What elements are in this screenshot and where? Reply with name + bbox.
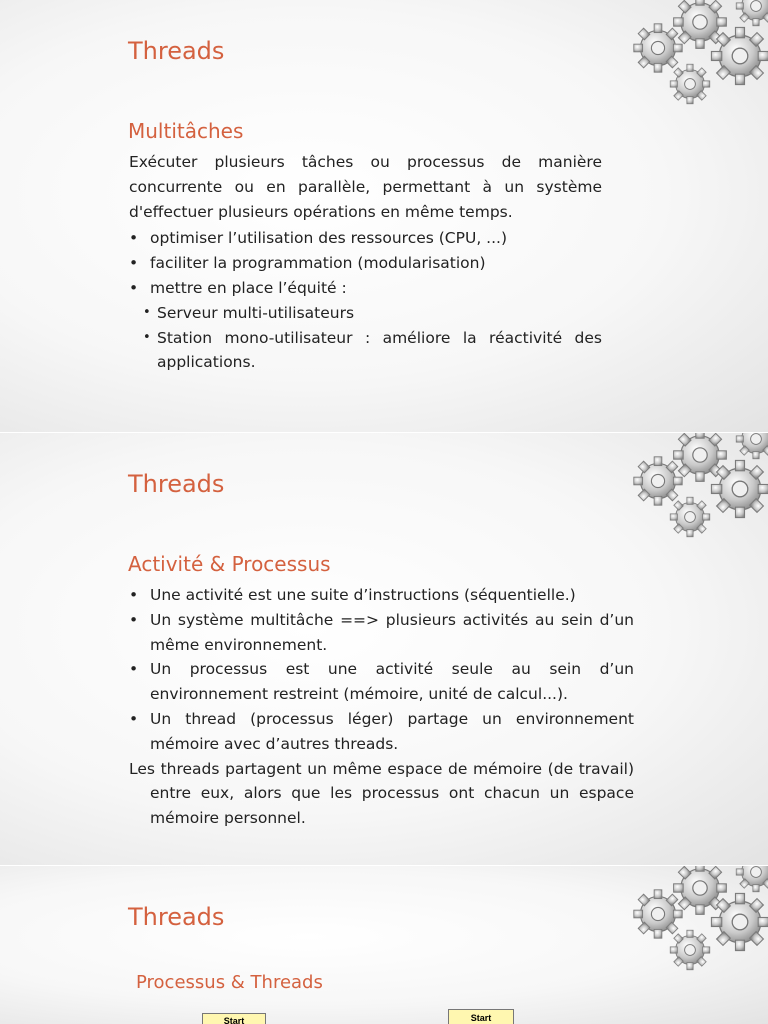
list-item: • Un système multitâche ==> plusieurs activités au sein d’un même environnement. [129, 610, 634, 654]
slide-subtitle: Activité & Processus [128, 552, 331, 576]
slide-activite-processus [0, 433, 768, 865]
gears-icon [628, 433, 768, 541]
bullet-list [129, 583, 634, 757]
slide-body [129, 583, 634, 833]
closing-paragraph: Les threads partagent un même espace de mémoire (de travail) entre eux, alors que les processus ont chacun un espace mémoire personnel. [129, 759, 634, 828]
slide-title: Threads [128, 37, 225, 65]
start-box-left: Start [202, 1013, 266, 1024]
list-item: • Une activité est une suite d’instructions (séquentielle.) [129, 586, 576, 604]
slide-title: Threads [128, 470, 225, 498]
list-item: • Un thread (processus léger) partage un environnement mémoire avec d’autres threads. [129, 709, 634, 753]
slide-subtitle: Multitâches [128, 119, 244, 143]
gears-icon [628, 866, 768, 974]
list-item: • Serveur multi-utilisateurs [143, 303, 355, 322]
intro-paragraph: Exécuter plusieurs tâches ou processus de manière concurrente ou en parallèle, permettant à un système d'effectuer plusieurs opérations en même temps. [129, 153, 602, 221]
list-item: • Station mono-utilisateur : améliore la réactivité des applications. [143, 328, 602, 372]
slide-multitaches [0, 0, 768, 432]
slide-body [129, 150, 602, 375]
start-box-right: Start [448, 1009, 514, 1024]
slide-title: Threads [128, 903, 225, 931]
sub-bullet-list [129, 301, 602, 375]
list-item: • optimiser l’utilisation des ressources (CPU, ...) [129, 229, 508, 248]
slide-processus-threads [0, 866, 768, 1024]
gears-icon [628, 0, 768, 108]
list-item: • faciliter la programmation (modularisation) [129, 254, 486, 273]
slide-subtitle: Processus & Threads [136, 972, 323, 993]
bullet-list [129, 226, 602, 300]
list-item: • Un processus est une activité seule au sein d’un environnement restreint (mémoire, unité de calcul...). [129, 660, 634, 704]
list-item: • mettre en place l’équité : [129, 278, 347, 297]
